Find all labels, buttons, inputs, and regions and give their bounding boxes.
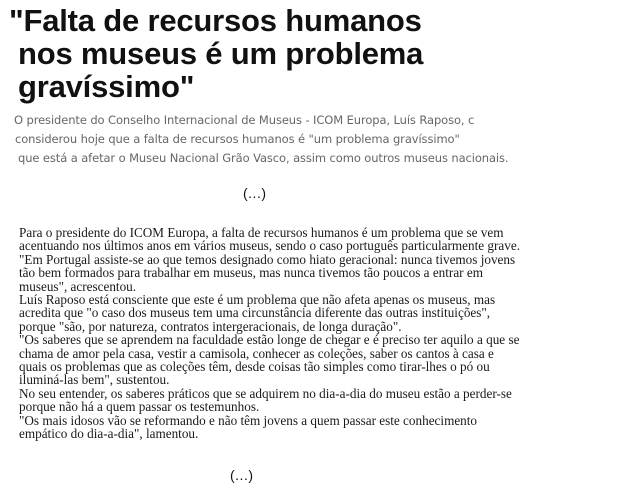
body-line: Para o presidente do ICOM Europa, a falta de recursos humanos é um problema que se vem [19,225,504,240]
headline-line: gravíssimo" [18,69,195,104]
article-lead [14,111,509,167]
body-line: Luís Raposo está consciente que este é um problema que não afeta apenas os museus, mas [19,292,496,308]
body-line: museus", acrescentou. [19,278,137,294]
body-line: porque "são, por natureza, contratos intergeracionais, de longa duração". [19,318,402,334]
body-line: porque não há a quem passar os testemunhos. [19,399,260,415]
body-line: No seu entender, os saberes práticos que se adquirem no dia-a-dia do museu estão a perder-se [19,385,512,401]
lead-line: considerou hoje que a falta de recursos humanos é "um problema gravíssimo" [15,132,460,146]
omission-marker-bottom: (...) [230,467,254,483]
article-headline [9,4,634,103]
omission-marker-top: (...) [243,185,267,201]
body-line: empático do dia-a-dia", lamentou. [19,426,199,442]
body-line: acentuando nos últimos anos em vários museus, sendo o caso português particularmente grave. [19,238,520,254]
headline-line: "Falta de recursos humanos [9,3,422,38]
body-line: "Os saberes que se aprendem na faculdade estão longe de chegar e é preciso ter aquilo a que se [19,332,520,348]
headline-line: nos museus é um problema [18,36,424,71]
article-body [19,226,634,441]
body-line: chama de amor pela casa, vestir a camisola, conhecer as coleções, saber os cantos à casa e [19,345,494,361]
body-line: "Em Portugal assiste-se ao que temos designado como hiato geracional: nunca tivemos jovens [19,251,516,267]
body-line: tão bem formados para trabalhar em museus, mas nunca tivemos tão poucos a entrar em [19,265,483,281]
body-line: "Os mais idosos vão se reformando e não têm jovens a quem passar este conhecimento [19,412,478,428]
body-line: iluminá-las bem", sustentou. [19,372,170,388]
lead-line: O presidente do Conselho Internacional de Museus - ICOM Europa, Luís Raposo, c [14,113,475,127]
body-line: quais os problemas que as coleções têm, desde coisas tão simples como tirar-lhes o pó ou [19,359,490,375]
body-line: acredita que "o caso dos museus tem uma circunstância diferente das outras instituições", [19,305,491,321]
lead-line: que está a afetar o Museu Nacional Grão Vasco, assim como outros museus nacionais. [18,151,509,165]
